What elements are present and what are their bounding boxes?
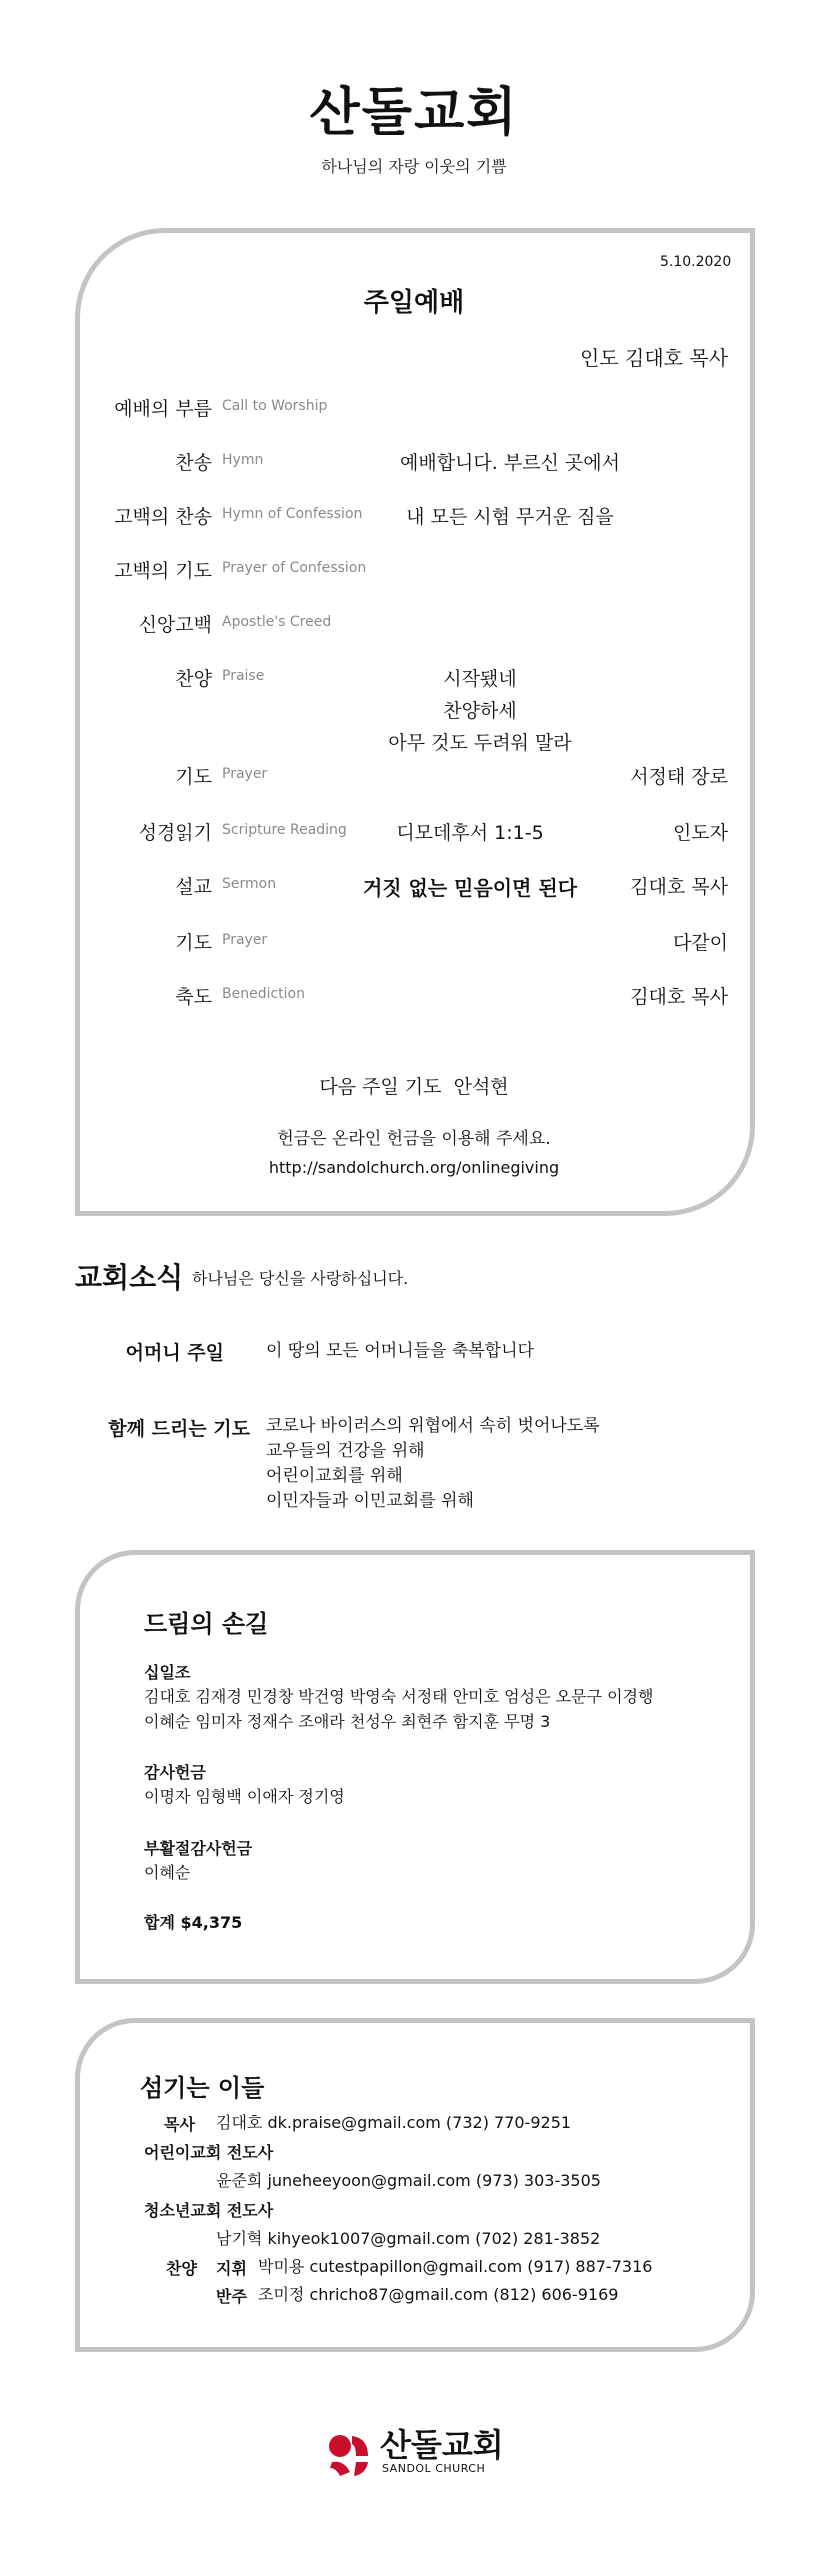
news-subtitle: 하나님은 당신을 사랑하십니다. (192, 1269, 409, 1288)
children-pastor-contact: 윤준희 juneheeyoon@gmail.com (973) 303-3505 (216, 2171, 601, 2190)
servers-title: 섬기는 이들 (140, 2074, 265, 2102)
order-item-prayer-2: 기도 (175, 932, 212, 954)
order-item-hymn: 찬송 (175, 452, 212, 474)
news-prayer-line-2: 교우들의 건강을 위해 (266, 1441, 425, 1461)
benediction-person: 김대호 목사 (630, 986, 728, 1008)
church-motto: 하나님의 자랑 이웃의 기쁨 (321, 157, 507, 176)
order-item-benediction-en: Benediction (222, 986, 305, 1002)
pastor-contact: 김대호 dk.praise@gmail.com (732) 770-9251 (216, 2113, 572, 2132)
confession-hymn-title: 내 모든 시험 무거운 짐을 (406, 506, 614, 528)
praise-song-3: 아무 것도 두려워 말라 (388, 732, 572, 754)
order-item-prayer-2-en: Prayer (222, 932, 268, 948)
youth-pastor-contact: 남기혁 kihyeok1007@gmail.com (702) 281-3852 (216, 2229, 601, 2248)
worship-leader: 인도 김대호 목사 (580, 346, 728, 370)
praise-song-1: 시작됐네 (443, 668, 517, 690)
sermon-person: 김대호 목사 (630, 876, 728, 898)
order-item-prayer-confession-en: Prayer of Confession (222, 560, 367, 576)
footer-logo (322, 2420, 522, 2484)
thanks-names: 이명자 임형백 이애자 정기영 (144, 1787, 345, 1806)
conductor-contact: 박미용 cutestpapillon@gmail.com (917) 887-7316 (258, 2257, 653, 2276)
pastor-label: 목사 (164, 2115, 195, 2134)
order-item-creed: 신앙고백 (138, 614, 212, 636)
offering-title: 드림의 손길 (144, 1610, 269, 1638)
order-item-prayer: 기도 (175, 766, 212, 788)
easter-names: 이혜순 (144, 1863, 191, 1882)
accompanist-label: 반주 (216, 2287, 247, 2306)
order-item-sermon: 설교 (175, 876, 212, 898)
order-item-prayer-en: Prayer (222, 766, 268, 782)
order-item-call: 예배의 부름 (114, 398, 212, 420)
order-item-scripture: 성경읽기 (138, 822, 212, 844)
order-item-call-en: Call to Worship (222, 398, 328, 414)
order-item-praise: 찬양 (175, 668, 212, 690)
easter-label: 부활절감사헌금 (144, 1839, 253, 1858)
prayer-person: 서정태 장로 (630, 766, 728, 788)
news-title: 교회소식 (75, 1261, 184, 1294)
footer-church-name: 산돌교회 (380, 2426, 504, 2464)
sermon-title: 거짓 없는 믿음이면 된다 (362, 876, 578, 900)
offering-note: 헌금은 온라인 헌금을 이용해 주세요. (277, 1129, 551, 1149)
children-pastor-label: 어린이교회 전도사 (144, 2143, 274, 2162)
conductor-label: 지휘 (216, 2259, 247, 2278)
order-item-creed-en: Apostle's Creed (222, 614, 332, 630)
tithe-names-1: 김대호 김재경 민경창 박건영 박영숙 서정태 안미호 엄성은 오문구 이경행 (144, 1687, 654, 1706)
news-prayer-line-1: 코로나 바이러스의 위협에서 속히 벗어나도록 (266, 1416, 600, 1436)
order-item-benediction: 축도 (175, 986, 212, 1008)
news-item-mothers-day: 어머니 주일 (125, 1342, 224, 1364)
order-item-praise-en: Praise (222, 668, 265, 684)
news-prayer-line-3: 어린이교회를 위해 (266, 1466, 403, 1486)
tithe-names-2: 이혜순 임미자 정재수 조애라 천성우 최현주 함지훈 무명 3 (144, 1712, 551, 1731)
service-date: 5.10.2020 (660, 254, 732, 270)
praise-song-2: 찬양하세 (443, 700, 517, 722)
scripture-reference: 디모데후서 1:1-5 (396, 822, 544, 844)
news-item-mothers-day-text: 이 땅의 모든 어머니들을 축복합니다 (266, 1341, 534, 1361)
order-item-hymn-confession-en: Hymn of Confession (222, 506, 363, 522)
church-title: 산돌교회 (309, 83, 519, 143)
scripture-person: 인도자 (672, 822, 728, 844)
church-logo-icon (322, 2426, 378, 2482)
hymn-title: 예배합니다. 부르신 곳에서 (399, 452, 620, 474)
tithe-label: 십일조 (144, 1663, 191, 1682)
order-item-prayer-confession: 고백의 기도 (114, 560, 212, 582)
accompanist-contact: 조미정 chricho87@gmail.com (812) 606-9169 (258, 2285, 619, 2304)
prayer-2-person: 다같이 (672, 932, 728, 954)
order-item-sermon-en: Sermon (222, 876, 277, 892)
news-item-prayer: 함께 드리는 기도 (108, 1418, 250, 1440)
order-item-hymn-confession: 고백의 찬송 (114, 506, 212, 528)
worship-title: 주일예배 (363, 288, 465, 318)
youth-pastor-label: 청소년교회 전도사 (144, 2201, 274, 2220)
news-prayer-line-4: 이민자들과 이민교회를 위해 (266, 1491, 474, 1511)
next-week-prayer: 다음 주일 기도 안석현 (319, 1076, 509, 1098)
order-item-scripture-en: Scripture Reading (222, 822, 347, 838)
online-giving-link[interactable]: http://sandolchurch.org/onlinegiving (268, 1158, 560, 1177)
praise-label: 찬양 (166, 2259, 197, 2278)
thanks-label: 감사헌금 (144, 1763, 206, 1782)
footer-church-name-en: SANDOL CHURCH (382, 2462, 486, 2475)
order-item-hymn-en: Hymn (222, 452, 264, 468)
offering-total: 합계 $4,375 (144, 1913, 243, 1932)
